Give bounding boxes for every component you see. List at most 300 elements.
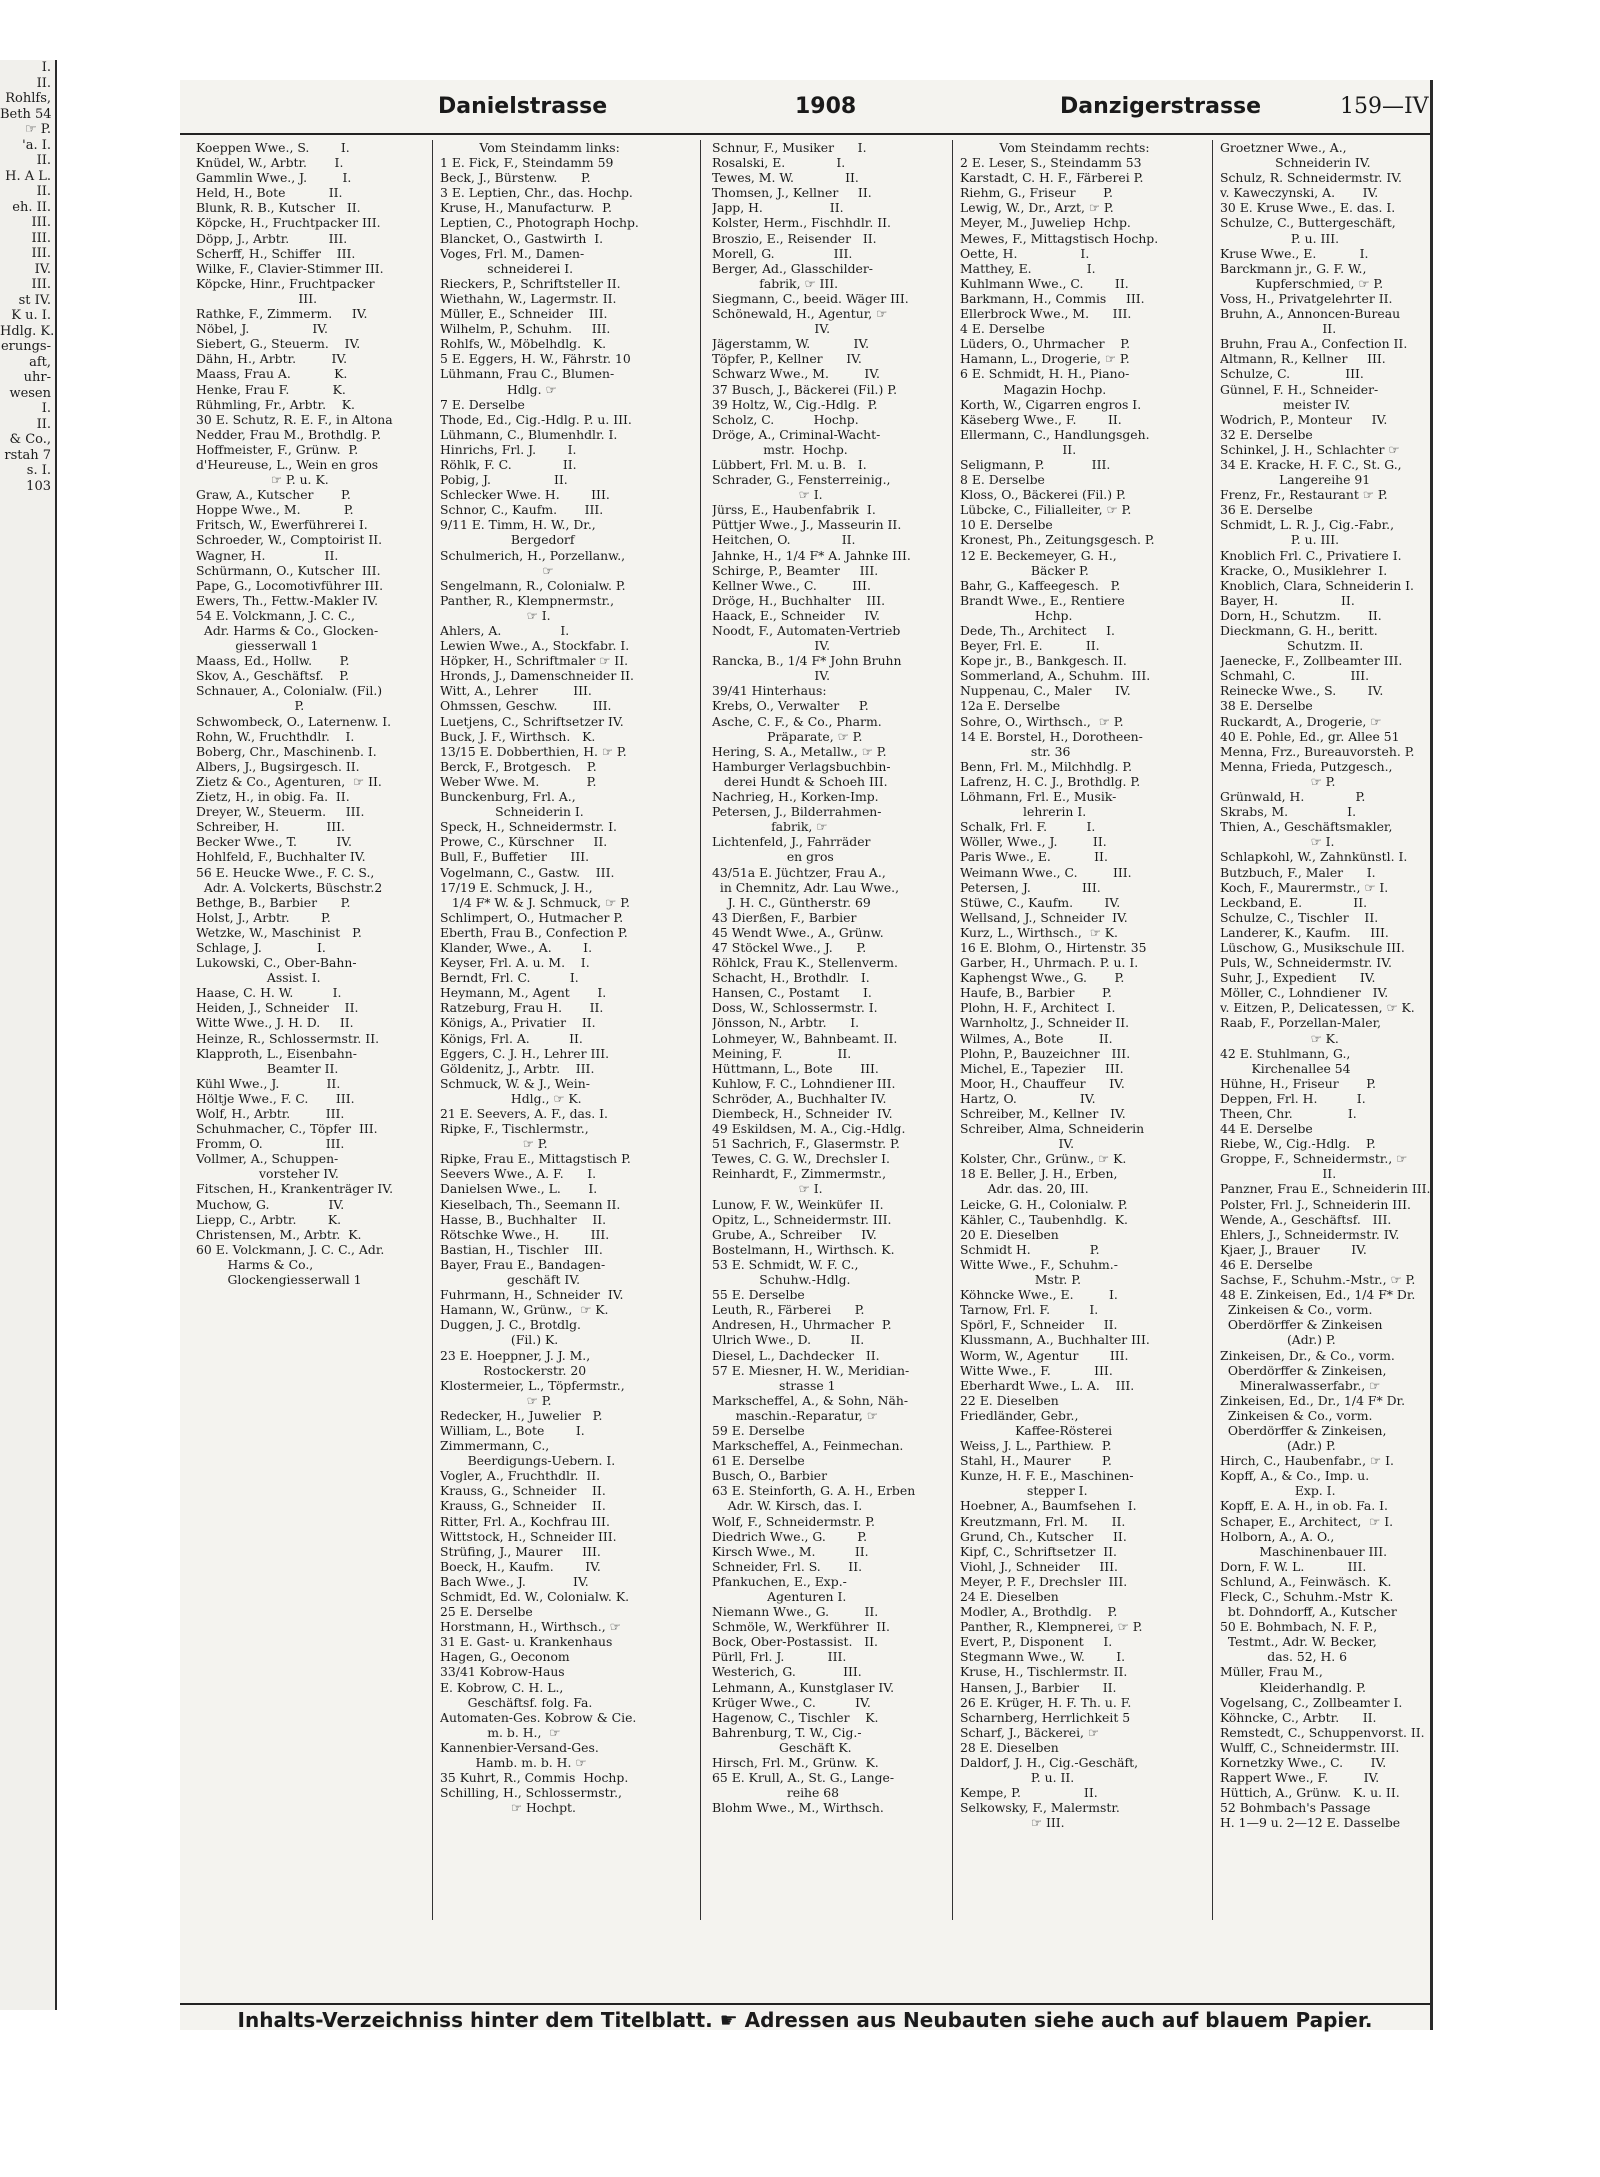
directory-entry: Kuhlmann Wwe., C. II. <box>960 275 1129 291</box>
column-2 <box>440 140 672 1920</box>
directory-entry: ☞ I. <box>1220 834 1335 850</box>
directory-entry: Sommerland, A., Schuhm. III. <box>960 668 1151 684</box>
directory-entry: Theen, Chr. I. <box>1220 1106 1357 1121</box>
directory-entry: 22 E. Dieselben <box>960 1392 1059 1408</box>
directory-entry: Becker Wwe., T. IV. <box>196 834 352 850</box>
directory-entry: Hüttich, A., Grünw. K. u. II. <box>1220 1785 1400 1801</box>
directory-entry: Polster, Frl. J., Schneiderin III. <box>1220 1196 1411 1212</box>
directory-entry: Sengelmann, R., Colonialw. P. <box>440 577 626 593</box>
directory-entry: Speck, H., Schneidermstr. I. <box>440 819 617 835</box>
directory-entry: Beerdigungs-Uebern. I. <box>440 1453 616 1469</box>
directory-entry: 25 E. Derselbe <box>440 1604 533 1620</box>
directory-entry: 10 E. Derselbe <box>960 517 1053 533</box>
directory-entry: Lafrenz, H. C. J., Brothdlg. P. <box>960 773 1141 789</box>
directory-entry: 35 Kuhrt, R., Commis Hochp. <box>440 1770 629 1786</box>
directory-entry: Geschäft K. <box>712 1739 852 1755</box>
directory-entry: Krauss, G., Schneider II. <box>440 1498 606 1514</box>
directory-entry: Wiethahn, W., Lagermstr. II. <box>440 290 617 306</box>
directory-entry: Kruse, H., Manufacturw. P. <box>440 200 612 216</box>
header-rule <box>180 133 1430 135</box>
directory-entry: 54 E. Volckmann, J. C. C., <box>196 607 355 623</box>
directory-entry: Schmidt, Ed. W., Colonialw. K. <box>440 1589 630 1604</box>
directory-entry: Seevers Wwe., A. F. I. <box>440 1166 597 1182</box>
directory-entry: Lunow, F. W., Weinküfer II. <box>712 1196 884 1212</box>
left-strip-line: wesen <box>9 385 51 401</box>
directory-entry: Köhncke, C., Arbtr. II. <box>1220 1709 1377 1725</box>
directory-entry: 14 E. Borstel, H., Dorotheen- <box>960 728 1143 744</box>
directory-entry: 6 E. Schmidt, H. H., Piano- <box>960 366 1130 382</box>
directory-entry: Schmidt, L. R. J., Cig.-Fabr., <box>1220 517 1395 533</box>
directory-entry: stepper I. <box>960 1483 1088 1499</box>
directory-entry: Modler, A., Brothdlg. P. <box>960 1604 1118 1620</box>
left-strip-line: III. <box>31 246 51 261</box>
directory-entry: Röhlk, F. C. II. <box>440 456 577 472</box>
directory-entry: Scholz, C. Hochp. <box>712 411 859 427</box>
directory-entry: Voss, H., Privatgelehrter II. <box>1220 290 1393 306</box>
directory-entry: Garber, H., Uhrmach. P. u. I. <box>960 955 1139 971</box>
directory-entry: Rathke, F., Zimmerm. IV. <box>196 306 368 322</box>
directory-entry: Liepp, C., Arbtr. K. <box>196 1211 342 1227</box>
directory-entry: Klapproth, L., Eisenbahn- <box>196 1045 357 1061</box>
directory-entry: Horstmann, H., Wirthsch., ☞ <box>440 1619 621 1635</box>
directory-entry: Kaffee-Rösterei <box>960 1422 1113 1438</box>
left-strip-line: II. <box>36 416 51 432</box>
directory-entry: Eberth, Frau B., Confection P. <box>440 924 628 940</box>
directory-entry: Lühmann, Frau C., Blumen- <box>440 366 615 382</box>
directory-entry: Kleiderhandlg. P. <box>1220 1679 1366 1695</box>
directory-entry: Hering, S. A., Metallw., ☞ P. <box>712 743 887 759</box>
directory-entry: Dreyer, W., Steuerm. III. <box>196 804 365 820</box>
directory-entry: Röhlck, Frau K., Stellenverm. <box>712 955 898 971</box>
directory-entry: Spörl, F., Schneider II. <box>960 1317 1118 1333</box>
directory-entry: 55 E. Derselbe <box>712 1287 805 1303</box>
directory-entry: Glockengiesserwall 1 <box>196 1272 362 1288</box>
directory-entry: Hüttmann, L., Bote III. <box>712 1060 879 1076</box>
directory-entry: Hamann, W., Grünw., ☞ K. <box>440 1302 609 1318</box>
directory-entry: Strüfing, J., Maurer III. <box>440 1543 601 1559</box>
directory-entry: 18 E. Beller, J. H., Erben, <box>960 1166 1118 1182</box>
directory-entry: Dorn, H., Schutzm. II. <box>1220 607 1382 623</box>
directory-entry: Landerer, K., Kaufm. III. <box>1220 924 1389 940</box>
directory-entry: lehrerin I. <box>960 804 1087 820</box>
directory-entry: 16 E. Blohm, O., Hirtenstr. 35 <box>960 939 1147 955</box>
directory-entry: ☞ P. <box>440 1392 552 1408</box>
directory-entry: vorsteher IV. <box>196 1166 339 1182</box>
year-title: 1908 <box>795 94 857 119</box>
directory-entry: ☞ K. <box>1220 1030 1339 1046</box>
directory-entry: Rühmling, Fr., Arbtr. K. <box>196 396 355 412</box>
directory-entry: Kolster, Herm., Fischhdlr. II. <box>712 215 891 231</box>
directory-entry: Bruhn, Frau A., Confection II. <box>1220 336 1408 352</box>
directory-entry: Kloss, O., Bäckerei (Fil.) P. <box>960 487 1126 503</box>
directory-entry: Schmuck, W. & J., Wein- <box>440 1075 590 1091</box>
directory-entry: Niemann Wwe., G. II. <box>712 1604 879 1620</box>
directory-entry: Lichtenfeld, J., Fahrräder <box>712 834 871 850</box>
directory-entry: Fleck, C., Schuhm.-Mstr K. <box>1220 1589 1394 1604</box>
directory-entry: 12a E. Derselbe <box>960 698 1061 714</box>
directory-entry: m. b. H., ☞ <box>440 1724 561 1740</box>
directory-entry: Schilling, H., Schlossermstr., <box>440 1785 622 1801</box>
column-divider <box>1212 140 1213 1920</box>
directory-entry: Schulze, C., Tischler II. <box>1220 909 1379 925</box>
directory-entry: Bayer, H. II. <box>1220 592 1355 608</box>
left-strip-line: III. <box>31 230 51 246</box>
directory-entry: Fitschen, H., Krankenträger IV. <box>196 1181 394 1197</box>
directory-entry: E. Kobrow, C. H. L., <box>440 1679 564 1695</box>
directory-entry: Testmt., Adr. W. Becker, <box>1220 1634 1377 1650</box>
directory-entry: Beck, J., Bürstenw. P. <box>440 170 591 186</box>
directory-entry: Asche, C. F., & Co., Pharm. <box>712 713 882 729</box>
directory-entry: Klussmann, A., Buchhalter III. <box>960 1332 1150 1348</box>
directory-entry: Broszio, E., Reisender II. <box>712 230 877 246</box>
directory-entry: 1/4 F* W. & J. Schmuck, ☞ P. <box>440 894 630 910</box>
directory-entry: Wilhelm, P., Schuhm. III. <box>440 321 611 337</box>
directory-entry: Brandt Wwe., E., Rentiere <box>960 592 1125 608</box>
directory-entry: Kopff, E. A. H., in ob. Fa. I. <box>1220 1498 1388 1514</box>
directory-entry: Eberhardt Wwe., L. A. III. <box>960 1377 1135 1393</box>
left-strip-line: I. <box>41 401 51 416</box>
directory-entry: 26 E. Krüger, H. F. Th. u. F. <box>960 1694 1132 1710</box>
directory-entry: Groetzner Wwe., A., <box>1220 140 1347 155</box>
directory-entry: Hinrichs, Frl. J. I. <box>440 441 577 457</box>
directory-entry: Graw, A., Kutscher P. <box>196 487 351 503</box>
directory-entry: Rohlfs, W., Möbelhdlg. K. <box>440 336 607 352</box>
directory-entry: fabrik, ☞ <box>712 819 828 835</box>
left-strip-line: I. <box>41 60 51 75</box>
directory-entry: Bruhn, A., Annoncen-Bureau <box>1220 306 1401 322</box>
directory-entry: Hühne, H., Friseur P. <box>1220 1075 1376 1091</box>
directory-entry: Holborn, A., A. O., <box>1220 1528 1335 1544</box>
directory-entry: Köpcke, H., Fruchtpacker III. <box>196 215 381 231</box>
directory-entry: 12 E. Beckemeyer, G. H., <box>960 547 1117 563</box>
directory-entry: Plohn, P., Bauzeichner III. <box>960 1045 1131 1061</box>
directory-entry: Püttjer Wwe., J., Masseurin II. <box>712 517 902 533</box>
directory-entry: Günnel, F. H., Schneider- <box>1220 381 1379 397</box>
directory-entry: Kirchenallee 54 <box>1220 1060 1351 1076</box>
left-strip-line: erungs- <box>0 339 51 354</box>
directory-entry: Kopff, A., & Co., Imp. u. <box>1220 1468 1370 1484</box>
directory-entry: Schneider, Frl. S. II. <box>712 1558 863 1574</box>
directory-entry: Diembeck, H., Schneider IV. <box>712 1106 893 1121</box>
directory-entry: Zietz, H., in obig. Fa. II. <box>196 789 350 805</box>
left-strip-line: III. <box>31 215 51 230</box>
directory-entry: Grund, Ch., Kutscher II. <box>960 1528 1127 1544</box>
directory-entry: Schulmerich, H., Porzellanw., <box>440 547 626 563</box>
directory-entry: strasse 1 <box>712 1377 836 1393</box>
directory-entry: Bull, F., Buffetier III. <box>440 849 590 865</box>
directory-entry: Wellsand, J., Schneider IV. <box>960 909 1128 925</box>
directory-entry: Reinecke Wwe., S. IV. <box>1220 683 1384 699</box>
directory-entry: Bach Wwe., J. IV. <box>440 1573 589 1589</box>
directory-entry: Ripke, F., Tischlermstr., <box>440 1121 589 1137</box>
directory-entry: ☞ P. <box>440 1136 548 1152</box>
directory-entry: Adr. A. Volckerts, Büschstr.2 <box>196 879 383 895</box>
directory-entry: 30 E. Schutz, R. E. F., in Altona <box>196 411 393 427</box>
directory-entry: Dieckmann, G. H., beritt. <box>1220 623 1378 638</box>
directory-entry: P. u. II. <box>960 1770 1075 1786</box>
directory-entry: bt. Dohndorff, A., Kutscher <box>1220 1604 1397 1620</box>
directory-entry: Kähler, C., Taubenhdlg. K. <box>960 1211 1128 1227</box>
directory-entry: Schneiderin IV. <box>1220 155 1371 171</box>
directory-entry: Wolf, H., Arbtr. III. <box>196 1106 345 1121</box>
directory-entry: Witte Wwe., F., Schuhm.- <box>960 1256 1118 1272</box>
column-divider <box>952 140 953 1920</box>
directory-entry: Kühl Wwe., J. II. <box>196 1075 341 1091</box>
directory-entry: Schuhmacher, C., Töpfer III. <box>196 1121 378 1137</box>
directory-entry: Klostermeier, L., Töpfermstr., <box>440 1377 625 1393</box>
directory-entry: Matthey, E. I. <box>960 260 1096 276</box>
directory-entry: 2 E. Leser, S., Steindamm 53 <box>960 155 1142 171</box>
directory-entry: ☞ III. <box>960 1815 1065 1831</box>
directory-entry: Hronds, J., Damenschneider II. <box>440 668 634 684</box>
directory-entry: Daldorf, J. H., Cig.-Geschäft, <box>960 1755 1139 1771</box>
directory-entry: 5 E. Eggers, H. W., Fährstr. 10 <box>440 351 631 367</box>
directory-entry: Zinkeisen, Dr., & Co., vorm. <box>1220 1347 1395 1363</box>
directory-entry: Mineralwasserfabr., ☞ <box>1220 1377 1381 1393</box>
directory-entry: Hamb. m. b. H. ☞ <box>440 1755 587 1771</box>
directory-entry: Haufe, B., Barbier P. <box>960 985 1112 1001</box>
directory-entry: Maass, Ed., Hollw. P. <box>196 653 350 669</box>
footer-note: Inhalts-Verzeichniss hinter dem Titelblatt. ☛ Adressen aus Neubauten siehe auch auf blauem Papier. <box>180 2003 1430 2030</box>
directory-entry: Schmöle, W., Werkführer II. <box>712 1619 890 1635</box>
directory-entry: Töpfer, P., Kellner IV. <box>712 351 862 367</box>
directory-entry: Frenz, Fr., Restaurant ☞ P. <box>1220 487 1388 503</box>
directory-entry: Butzbuch, F., Maler I. <box>1220 864 1376 880</box>
directory-entry: Scharf, J., Bäckerei, ☞ <box>960 1724 1100 1740</box>
directory-entry: Schulz, R. Schneidermstr. IV. <box>1220 170 1402 186</box>
directory-entry: Petersen, J., Bilderrahmen- <box>712 804 882 820</box>
directory-entry: str. 36 <box>960 743 1071 759</box>
left-strip-line: K u. I. <box>11 308 51 323</box>
directory-entry: Moor, H., Chauffeur IV. <box>960 1075 1125 1091</box>
directory-entry: Meyer, M., Juweliер Hchp. <box>960 215 1131 231</box>
directory-entry: 60 E. Volckmann, J. C. C., Adr. <box>196 1241 385 1257</box>
directory-entry: Pobig, J. II. <box>440 472 568 488</box>
directory-entry: Stahl, H., Maurer P. <box>960 1453 1112 1469</box>
directory-entry: d'Heureuse, L., Wein en gros <box>196 456 379 472</box>
directory-entry: ☞ I. <box>712 487 823 503</box>
street-right-title: Danzigerstrasse <box>1060 94 1262 119</box>
directory-entry: Schwombeck, O., Laternenw. I. <box>196 713 392 729</box>
directory-entry: Tarnow, Frl. F. I. <box>960 1302 1099 1318</box>
directory-entry: Albers, J., Bugsirgesch. II. <box>196 758 360 774</box>
directory-entry: Berger, Ad., Glasschilder- <box>712 260 873 276</box>
left-page-strip <box>0 60 57 2010</box>
directory-entry: Schnor, C., Kaufm. III. <box>440 502 604 518</box>
directory-entry: Schmahl, C. III. <box>1220 668 1370 684</box>
directory-entry: Schalk, Frl. F. I. <box>960 819 1096 835</box>
directory-entry: Sohre, O., Wirthsch., ☞ P. <box>960 713 1124 729</box>
directory-entry: P. <box>196 698 305 714</box>
directory-entry: Schmidt H. P. <box>960 1241 1100 1257</box>
directory-entry: 53 E. Schmidt, W. F. C., <box>712 1256 859 1272</box>
directory-entry: Hoppe Wwe., M. P. <box>196 502 354 518</box>
directory-entry: Dähn, H., Arbtr. IV. <box>196 351 348 367</box>
directory-entry: Ohmssen, Geschw. III. <box>440 698 612 714</box>
directory-entry: 43 Dierßen, F., Barbier <box>712 909 857 925</box>
directory-entry: Menna, Frieda, Putzgesch., <box>1220 758 1393 774</box>
directory-entry: Knoblich Frl. C., Privatiere I. <box>1220 547 1402 563</box>
directory-entry: Hansen, J., Barbier II. <box>960 1679 1117 1695</box>
directory-entry: Dröge, A., Criminal-Wacht- <box>712 426 881 442</box>
directory-entry: Nuppenau, C., Maler IV. <box>960 683 1131 699</box>
directory-entry: Pfankuchen, E., Exp.- <box>712 1573 847 1589</box>
directory-entry: (Adr.) P. <box>1220 1438 1336 1454</box>
directory-entry: Jahnke, H., 1/4 F* A. Jahnke III. <box>712 547 911 563</box>
directory-entry: Wodrich, P., Monteur IV. <box>1220 411 1388 427</box>
directory-entry: 48 E. Zinkeisen, Ed., 1/4 F* Dr. <box>1220 1287 1416 1303</box>
directory-entry: das. 52, H. 6 <box>1220 1649 1348 1665</box>
directory-entry: Kempe, P. II. <box>960 1785 1098 1801</box>
directory-entry: Geschäftsf. folg. Fa. <box>440 1694 593 1710</box>
directory-entry: Duggen, J. C., Brotdlg. <box>440 1317 581 1333</box>
directory-entry: Kellner Wwe., C. III. <box>712 577 871 593</box>
directory-entry: Rötschke Wwe., H. III. <box>440 1226 610 1242</box>
directory-entry: Zietz & Co., Agenturen, ☞ II. <box>196 773 382 789</box>
directory-entry: Vogler, A., Fruchthdlr. II. <box>440 1468 601 1484</box>
directory-entry: Stegmann Wwe., W. I. <box>960 1649 1126 1665</box>
directory-entry: (Fil.) K. <box>440 1332 559 1348</box>
directory-entry: Höltje Wwe., F. C. III. <box>196 1090 355 1106</box>
directory-entry: Markscheffel, A., & Sohn, Näh- <box>712 1392 909 1408</box>
directory-entry: Kipf, C., Schriftsetzer II. <box>960 1543 1117 1559</box>
directory-entry: Zinkeisen, Ed., Dr., 1/4 F* Dr. <box>1220 1392 1406 1408</box>
directory-entry: IV. <box>712 668 831 684</box>
directory-entry: Riehm, G., Friseur P. <box>960 185 1113 201</box>
directory-entry: Bahr, G., Kaffeegesch. P. <box>960 577 1121 593</box>
directory-entry: Weber Wwe. M. P. <box>440 773 597 789</box>
directory-entry: II. <box>1220 1166 1337 1182</box>
directory-entry: Kjaer, J., Brauer IV. <box>1220 1241 1367 1257</box>
directory-entry: Koch, F., Maurermstr., ☞ I. <box>1220 879 1389 895</box>
directory-entry: Harms & Co., <box>196 1256 314 1272</box>
directory-entry: Kruse, H., Tischlermstr. II. <box>960 1664 1128 1680</box>
directory-entry: J. H. C., Güntherstr. 69 <box>712 894 871 910</box>
directory-entry: Bäcker P. <box>960 562 1089 578</box>
directory-entry: Zimmermann, C., <box>440 1438 550 1454</box>
directory-entry: Wilke, F., Clavier-Stimmer III. <box>196 260 384 276</box>
directory-entry: Schneiderin I. <box>440 804 584 820</box>
directory-entry: Dede, Th., Architect I. <box>960 623 1115 638</box>
directory-entry: derei Hundt & Schoeh III. <box>712 773 888 789</box>
directory-entry: Siebert, G., Steuerm. IV. <box>196 336 361 352</box>
directory-entry: v. Kaweczynski, A. IV. <box>1220 185 1379 201</box>
directory-entry: 59 E. Derselbe <box>712 1422 805 1438</box>
directory-entry: Adr. Harms & Co., Glocken- <box>196 623 379 638</box>
directory-entry: Knoblich, Clara, Schneiderin I. <box>1220 577 1414 593</box>
directory-entry: Kirsch Wwe., M. II. <box>712 1543 869 1559</box>
directory-entry: Maschinenbauer III. <box>1220 1543 1388 1559</box>
directory-entry: Ritter, Frl. A., Kochfrau III. <box>440 1513 610 1529</box>
directory-entry: Schnur, F., Musiker I. <box>712 140 867 155</box>
directory-entry: Hoffmeister, F., Grünw. P. <box>196 441 359 457</box>
directory-entry: Friedländer, Gebr., <box>960 1407 1079 1423</box>
directory-entry: Schröder, A., Buchhalter IV. <box>712 1090 887 1106</box>
directory-entry: 46 E. Derselbe <box>1220 1256 1313 1272</box>
directory-entry: Blunk, R. B., Kutscher II. <box>196 200 361 216</box>
directory-entry: Magazin Hochp. <box>960 381 1107 397</box>
directory-entry: Automaten-Ges. Kobrow & Cie. <box>440 1709 637 1725</box>
left-strip-line: aft, <box>29 354 51 370</box>
directory-entry: Remstedt, C., Schuppenvorst. II. <box>1220 1724 1425 1740</box>
directory-entry: Dorn, F. W. L. III. <box>1220 1558 1367 1574</box>
directory-entry: IV. <box>712 638 831 654</box>
directory-entry: 38 E. Derselbe <box>1220 698 1313 714</box>
directory-entry: Müller, E., Schneider III. <box>440 306 608 322</box>
directory-entry: Luetjens, C., Schriftsetzer IV. <box>440 713 624 729</box>
directory-entry: Thien, A., Geschäftsmakler, <box>1220 819 1393 835</box>
directory-entry: Göldenitz, J., Arbtr. III. <box>440 1060 595 1076</box>
directory-entry: Wende, A., Geschäftsf. III. <box>1220 1211 1392 1227</box>
directory-entry: Bock, Ober-Postassist. II. <box>712 1634 878 1650</box>
directory-entry: Schlapkohl, W., Zahnkünstl. I. <box>1220 849 1408 865</box>
directory-entry: Panzner, Frau E., Schneiderin III. <box>1220 1181 1431 1197</box>
directory-entry: Seligmann, P. III. <box>960 456 1111 472</box>
left-strip-line: ☞ P. <box>24 122 51 137</box>
directory-entry: 28 E. Dieselben <box>960 1739 1059 1755</box>
directory-entry: Schlage, J. I. <box>196 939 326 955</box>
directory-entry: Exp. I. <box>1220 1483 1336 1499</box>
directory-entry: Hohlfeld, F., Buchhalter IV. <box>196 849 366 865</box>
directory-entry: Boberg, Chr., Maschinenb. I. <box>196 743 377 759</box>
directory-entry: Viohl, J., Schneider III. <box>960 1558 1118 1574</box>
directory-entry: Pape, G., Locomotivführer III. <box>196 577 384 593</box>
directory-entry: schneiderei I. <box>440 260 574 276</box>
directory-entry: Warnholtz, J., Schneider II. <box>960 1015 1130 1031</box>
directory-entry: Gammlin Wwe., J. I. <box>196 170 352 186</box>
directory-entry: Wetzke, W., Maschinist P. <box>196 924 362 940</box>
directory-entry: Wöller, Wwe., J. II. <box>960 834 1107 850</box>
directory-entry: Suhr, J., Expedient IV. <box>1220 970 1376 986</box>
directory-entry: Schwarz Wwe., M. IV. <box>712 366 880 382</box>
directory-entry: Beamter II. <box>196 1060 339 1076</box>
directory-entry: Müller, Frau M., <box>1220 1664 1323 1680</box>
directory-entry: Löhmann, Frl. E., Musik- <box>960 789 1117 805</box>
directory-entry: Ahlers, A. I. <box>440 623 570 638</box>
directory-entry: Vom Steindamm rechts: <box>960 140 1150 155</box>
directory-entry: 57 E. Miesner, H. W., Meridian- <box>712 1362 910 1378</box>
directory-entry: Witte Wwe., F. III. <box>960 1362 1113 1378</box>
directory-entry: in Chemnitz, Adr. Lau Wwe., <box>712 879 900 895</box>
directory-entry: Selkowsky, F., Malermstr. <box>960 1800 1120 1816</box>
directory-entry: H. 1—9 u. 2—12 E. Dasselbe <box>1220 1815 1401 1831</box>
directory-entry: 45 Wendt Wwe., A., Grünw. <box>712 924 884 940</box>
directory-entry: Rostockerstr. 20 <box>440 1362 587 1378</box>
left-strip-line: H. A L. <box>5 168 51 184</box>
directory-entry: Assist. I. <box>196 970 321 986</box>
directory-entry: Weimann Wwe., C. III. <box>960 864 1132 880</box>
left-strip-line: 'a. I. <box>22 137 51 153</box>
directory-entry: Skov, A., Geschäftsf. P. <box>196 668 350 684</box>
directory-entry: 52 Bohmbach's Passage <box>1220 1800 1371 1816</box>
directory-entry: Siegmann, C., beeid. Wäger III. <box>712 290 909 306</box>
directory-entry: Schürmann, O., Kutscher III. <box>196 562 381 578</box>
directory-entry: Beyer, Frl. E. II. <box>960 638 1100 654</box>
directory-entry: Schnauer, A., Colonialw. (Fil.) <box>196 683 383 699</box>
directory-entry: 44 E. Derselbe <box>1220 1121 1313 1137</box>
directory-entry: Held, H., Bote II. <box>196 185 343 201</box>
directory-entry: Kurz, L., Wirthsch., ☞ K. <box>960 924 1118 940</box>
column-divider <box>700 140 701 1920</box>
directory-entry: Lübbert, Frl. M. u. B. I. <box>712 456 867 472</box>
left-strip-line: rstah 7 <box>4 447 51 463</box>
directory-entry: Lewig, W., Dr., Arzt, ☞ P. <box>960 200 1114 216</box>
directory-entry: Kruse Wwe., E. I. <box>1220 245 1369 261</box>
directory-entry: Rieckers, P., Schriftsteller II. <box>440 275 621 291</box>
directory-entry: Schacht, H., Brothdlr. I. <box>712 970 870 986</box>
directory-entry: II. <box>1220 321 1337 337</box>
directory-entry: ☞ Hochpt. <box>440 1800 576 1816</box>
